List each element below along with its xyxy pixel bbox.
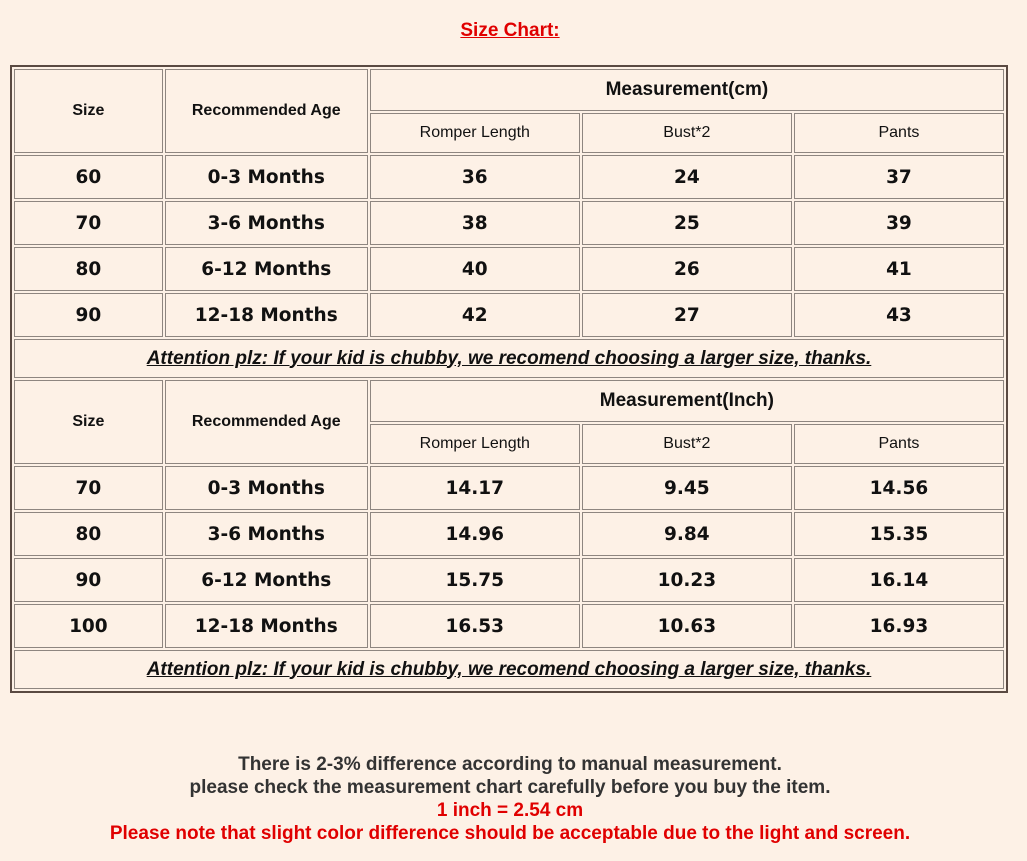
cell-pants: 39 <box>794 201 1004 245</box>
cell-size: 70 <box>14 201 163 245</box>
header-pants: Pants <box>794 424 1004 464</box>
header-recommended-age: Recommended Age <box>165 69 368 153</box>
cell-age: 12-18 Months <box>165 604 368 648</box>
header-romper-length: Romper Length <box>370 424 580 464</box>
header-recommended-age: Recommended Age <box>165 380 368 464</box>
cell-size: 80 <box>14 512 163 556</box>
header-size: Size <box>14 69 163 153</box>
cell-size: 100 <box>14 604 163 648</box>
cell-romper-length: 42 <box>370 293 580 337</box>
cell-age: 12-18 Months <box>165 293 368 337</box>
attention-note: Attention plz: If your kid is chubby, we recomend choosing a larger size, thanks. <box>14 650 1004 689</box>
cell-age: 3-6 Months <box>165 512 368 556</box>
header-row <box>14 69 1004 111</box>
cell-size: 60 <box>14 155 163 199</box>
cell-bust: 25 <box>582 201 792 245</box>
cell-size: 90 <box>14 558 163 602</box>
footer-line-measurement-difference: There is 2-3% difference according to manual measurement. <box>238 754 782 775</box>
cell-romper-length: 15.75 <box>370 558 580 602</box>
size-chart-title: Size Chart: <box>460 20 560 41</box>
header-bust: Bust*2 <box>582 113 792 153</box>
cell-bust: 9.45 <box>582 466 792 510</box>
cell-age: 3-6 Months <box>165 201 368 245</box>
cell-size: 70 <box>14 466 163 510</box>
cell-pants: 15.35 <box>794 512 1004 556</box>
cell-age: 6-12 Months <box>165 247 368 291</box>
cell-pants: 16.93 <box>794 604 1004 648</box>
attention-row <box>14 339 1004 378</box>
footer-line-inch-conversion: 1 inch = 2.54 cm <box>436 800 584 821</box>
attention-note: Attention plz: If your kid is chubby, we recomend choosing a larger size, thanks. <box>14 339 1004 378</box>
table-row <box>14 293 1004 337</box>
table-row <box>14 247 1004 291</box>
size-chart <box>10 65 1008 693</box>
table-row <box>14 558 1004 602</box>
table-row <box>14 155 1004 199</box>
attention-row <box>14 650 1004 689</box>
table-row <box>14 466 1004 510</box>
size-table <box>12 67 1006 691</box>
cell-bust: 9.84 <box>582 512 792 556</box>
header-row <box>14 380 1004 422</box>
cell-pants: 37 <box>794 155 1004 199</box>
header-size: Size <box>14 380 163 464</box>
cell-age: 0-3 Months <box>165 155 368 199</box>
header-measurement: Measurement(Inch) <box>370 380 1004 422</box>
cell-romper-length: 14.96 <box>370 512 580 556</box>
table-row <box>14 512 1004 556</box>
cell-romper-length: 14.17 <box>370 466 580 510</box>
cell-romper-length: 38 <box>370 201 580 245</box>
header-romper-length: Romper Length <box>370 113 580 153</box>
cell-romper-length: 16.53 <box>370 604 580 648</box>
footer-line-color-difference: Please note that slight color difference should be acceptable due to the light and screen. <box>109 823 911 844</box>
cell-romper-length: 40 <box>370 247 580 291</box>
cell-age: 0-3 Months <box>165 466 368 510</box>
footer-notes <box>0 753 1020 845</box>
cell-age: 6-12 Months <box>165 558 368 602</box>
cell-pants: 41 <box>794 247 1004 291</box>
cell-pants: 14.56 <box>794 466 1004 510</box>
cell-size: 90 <box>14 293 163 337</box>
header-measurement: Measurement(cm) <box>370 69 1004 111</box>
cell-bust: 10.23 <box>582 558 792 602</box>
cell-romper-length: 36 <box>370 155 580 199</box>
header-bust: Bust*2 <box>582 424 792 464</box>
table-row <box>14 201 1004 245</box>
cell-pants: 16.14 <box>794 558 1004 602</box>
cell-size: 80 <box>14 247 163 291</box>
cell-pants: 43 <box>794 293 1004 337</box>
cell-bust: 24 <box>582 155 792 199</box>
cell-bust: 26 <box>582 247 792 291</box>
header-pants: Pants <box>794 113 1004 153</box>
cell-bust: 27 <box>582 293 792 337</box>
footer-line-check-chart: please check the measurement chart carefully before you buy the item. <box>189 777 831 798</box>
size-table-body <box>14 69 1004 689</box>
cell-bust: 10.63 <box>582 604 792 648</box>
table-row <box>14 604 1004 648</box>
